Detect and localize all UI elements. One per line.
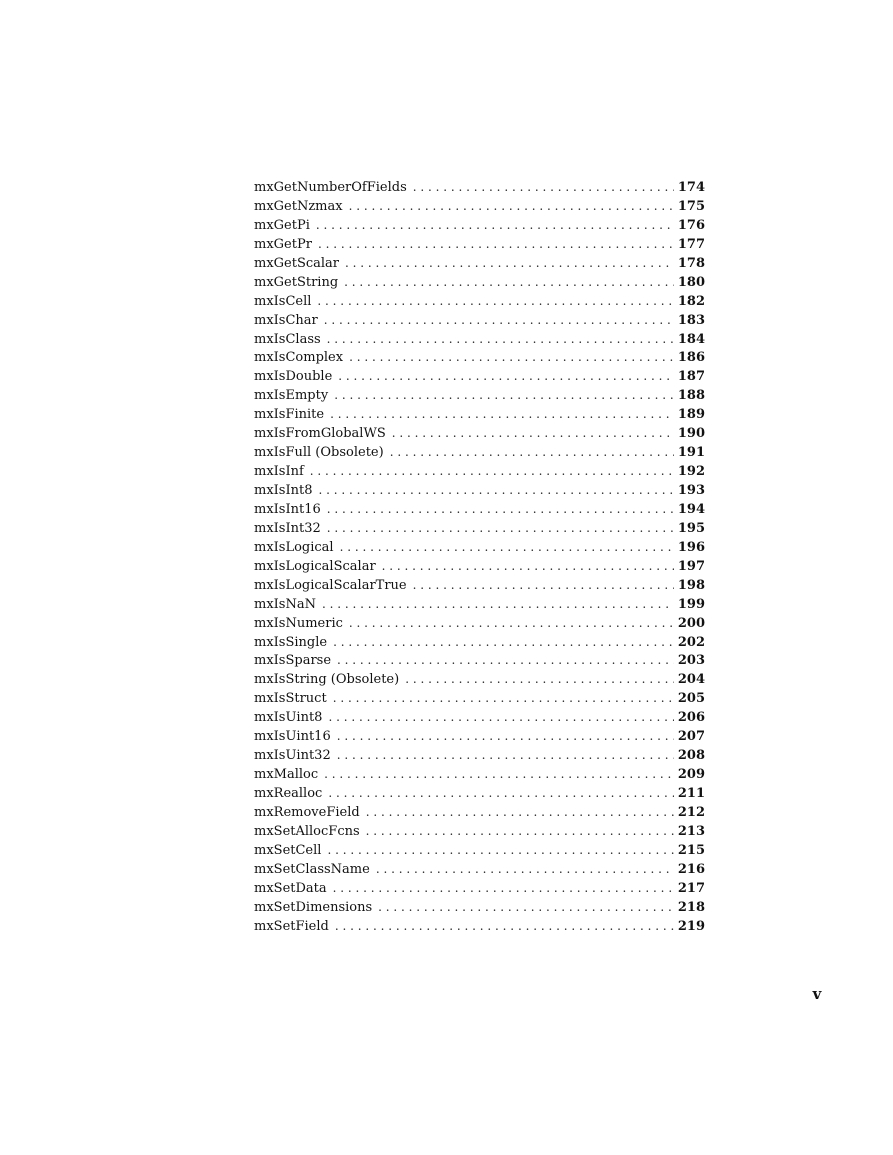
dot-leader <box>316 216 674 235</box>
toc-entry-title: mxIsUint32 <box>254 748 331 764</box>
dot-leader <box>349 197 674 216</box>
dot-leader <box>413 576 674 595</box>
toc-entry-title: mxGetString <box>254 274 339 290</box>
toc-entry[interactable] <box>254 557 705 576</box>
dot-leader <box>327 330 674 349</box>
toc-entry[interactable] <box>254 462 705 481</box>
toc-entry[interactable] <box>254 500 705 519</box>
toc-entry-page: 217 <box>677 880 705 896</box>
toc-entry-title: mxGetNumberOfFields <box>254 180 407 195</box>
toc-entry[interactable] <box>254 651 705 670</box>
toc-entry[interactable] <box>254 538 705 557</box>
dot-leader <box>390 443 674 462</box>
toc-entry-page: 177 <box>677 236 705 252</box>
toc-entry-page: 193 <box>677 483 705 498</box>
toc-entry[interactable] <box>254 443 705 462</box>
toc-entry[interactable] <box>254 273 705 292</box>
page-number: v <box>812 985 822 1003</box>
toc-entry-page: 203 <box>677 653 705 669</box>
dot-leader <box>318 235 674 254</box>
toc-entry-page: 199 <box>677 596 705 612</box>
toc-entry[interactable] <box>254 727 705 746</box>
dot-leader <box>328 784 674 803</box>
toc-entry[interactable] <box>254 689 705 708</box>
toc-entry[interactable] <box>254 254 705 273</box>
toc-entry-page: 207 <box>677 729 705 745</box>
toc-entry-title: mxIsSparse <box>254 653 332 669</box>
dot-leader <box>333 689 674 708</box>
toc-entry-title: mxSetClassName <box>254 861 370 877</box>
toc-entry-title: mxIsEmpty <box>254 388 329 404</box>
toc-entry-page: 183 <box>677 312 705 328</box>
dot-leader <box>338 367 674 386</box>
toc-entry-title: mxIsCell <box>254 293 312 309</box>
toc-entry-title: mxIsInf <box>254 464 304 480</box>
dot-leader <box>337 727 674 746</box>
toc-entry-title: mxIsUint16 <box>254 729 331 745</box>
dot-leader <box>318 481 673 500</box>
dot-leader <box>327 519 674 538</box>
toc-entry-page: 200 <box>677 615 705 631</box>
toc-entry[interactable] <box>254 614 705 633</box>
toc-entry-page: 205 <box>677 691 705 707</box>
toc-entry-title: mxIsInt8 <box>254 483 313 498</box>
toc-entry-title: mxIsNaN <box>254 596 316 612</box>
dot-leader <box>333 879 674 898</box>
dot-leader <box>405 670 674 689</box>
toc-entry-title: mxSetDimensions <box>254 899 373 915</box>
toc-entry[interactable] <box>254 633 705 652</box>
toc-entry-title: mxIsClass <box>254 331 321 347</box>
toc-entry-page: 182 <box>677 293 705 309</box>
toc-entry-page: 215 <box>677 842 705 858</box>
dot-leader <box>317 292 673 311</box>
toc-entry[interactable] <box>254 879 705 898</box>
dot-leader <box>335 917 674 936</box>
dot-leader <box>349 614 674 633</box>
toc-entry-page: 202 <box>677 634 705 650</box>
toc-entry-page: 180 <box>677 274 705 290</box>
toc-entry-title: mxIsComplex <box>254 350 344 366</box>
toc-entry[interactable] <box>254 405 705 424</box>
toc-entry-title: mxRealloc <box>254 786 323 801</box>
toc-entry-page: 176 <box>677 217 705 233</box>
toc-entry-title: mxIsInt32 <box>254 520 321 536</box>
toc-entry[interactable] <box>254 822 705 841</box>
dot-leader <box>366 803 674 822</box>
toc-entry-title: mxIsNumeric <box>254 615 343 631</box>
toc-entry[interactable] <box>254 746 705 765</box>
dot-leader <box>349 348 674 367</box>
dot-leader <box>378 898 674 917</box>
toc-entry-page: 194 <box>677 501 705 517</box>
toc-entry-title: mxIsLogicalScalar <box>254 558 376 574</box>
toc-entry-page: 208 <box>677 748 705 764</box>
toc-entry-title: mxMalloc <box>254 767 319 783</box>
dot-leader <box>333 633 674 652</box>
dot-leader <box>337 651 674 670</box>
toc-entry[interactable] <box>254 178 705 197</box>
toc-entry[interactable] <box>254 348 705 367</box>
toc-entry[interactable] <box>254 784 705 803</box>
toc-entry[interactable] <box>254 519 705 538</box>
dot-leader <box>382 557 674 576</box>
toc-entry-page: 218 <box>677 899 705 915</box>
toc-entry-page: 175 <box>677 198 705 214</box>
toc-entry[interactable] <box>254 765 705 784</box>
toc-entry-page: 186 <box>677 350 705 366</box>
toc-entry[interactable] <box>254 670 705 689</box>
toc-entry-title: mxGetScalar <box>254 255 340 271</box>
toc-entry-title: mxIsUint8 <box>254 710 323 726</box>
dot-leader <box>413 178 674 197</box>
toc-entry[interactable] <box>254 481 705 500</box>
dot-leader <box>310 462 674 481</box>
toc-entry[interactable] <box>254 367 705 386</box>
dot-leader <box>327 500 674 519</box>
toc-entry-page: 187 <box>677 369 705 385</box>
toc-entry-title: mxIsInt16 <box>254 501 321 517</box>
toc-entry-page: 212 <box>677 804 705 820</box>
dot-leader <box>376 860 674 879</box>
toc-entry[interactable] <box>254 216 705 235</box>
toc-entry-title: mxSetAllocFcns <box>254 823 360 839</box>
toc-entry[interactable] <box>254 860 705 879</box>
toc-entry[interactable] <box>254 311 705 330</box>
dot-leader <box>327 841 673 860</box>
toc-entry-title: mxIsChar <box>254 312 318 328</box>
toc-entry-title: mxIsString (Obsolete) <box>254 672 400 688</box>
toc-entry[interactable] <box>254 197 705 216</box>
table-of-contents <box>254 178 705 936</box>
dot-leader <box>340 538 674 557</box>
dot-leader <box>392 424 674 443</box>
toc-entry[interactable] <box>254 841 705 860</box>
toc-entry-title: mxSetData <box>254 880 327 896</box>
toc-entry[interactable] <box>254 595 705 614</box>
dot-leader <box>328 708 673 727</box>
dot-leader <box>337 746 674 765</box>
toc-entry[interactable] <box>254 917 705 936</box>
toc-entry-page: 191 <box>677 445 705 461</box>
dot-leader <box>345 254 674 273</box>
toc-entry-page: 196 <box>677 539 705 555</box>
toc-entry-title: mxIsStruct <box>254 691 327 707</box>
toc-entry-page: 197 <box>677 558 705 574</box>
toc-entry-page: 209 <box>677 767 705 783</box>
toc-entry-page: 206 <box>677 710 705 726</box>
dot-leader <box>334 386 674 405</box>
toc-entry-page: 188 <box>677 388 705 404</box>
dot-leader <box>330 405 674 424</box>
toc-entry[interactable] <box>254 708 705 727</box>
toc-entry-title: mxIsFinite <box>254 407 325 423</box>
toc-entry-title: mxRemoveField <box>254 804 360 820</box>
toc-entry-title: mxIsSingle <box>254 634 328 650</box>
toc-entry-title: mxGetPr <box>254 236 312 252</box>
toc-entry-page: 178 <box>677 255 705 271</box>
toc-entry-page: 174 <box>677 180 705 195</box>
toc-entry-title: mxIsDouble <box>254 369 333 385</box>
toc-entry[interactable] <box>254 803 705 822</box>
dot-leader <box>322 595 674 614</box>
toc-entry[interactable] <box>254 576 705 595</box>
toc-entry-page: 184 <box>677 331 705 347</box>
toc-entry-title: mxIsFull (Obsolete) <box>254 445 384 461</box>
toc-entry[interactable] <box>254 386 705 405</box>
toc-entry[interactable] <box>254 898 705 917</box>
dot-leader <box>344 273 674 292</box>
toc-entry-title: mxGetNzmax <box>254 198 343 214</box>
toc-entry-page: 190 <box>677 426 705 442</box>
toc-entry-title: mxGetPi <box>254 217 310 233</box>
dot-leader <box>324 765 674 784</box>
toc-entry-page: 195 <box>677 520 705 536</box>
toc-entry-page: 213 <box>677 823 705 839</box>
toc-entry-page: 204 <box>677 672 705 688</box>
toc-entry[interactable] <box>254 330 705 349</box>
toc-entry-page: 198 <box>677 577 705 593</box>
toc-entry-title: mxIsLogical <box>254 539 334 555</box>
toc-entry-title: mxSetCell <box>254 842 322 858</box>
toc-entry[interactable] <box>254 235 705 254</box>
toc-entry-title: mxSetField <box>254 918 329 934</box>
toc-entry-page: 192 <box>677 464 705 480</box>
toc-entry-title: mxIsFromGlobalWS <box>254 426 386 442</box>
toc-entry-page: 211 <box>677 786 705 801</box>
dot-leader <box>366 822 674 841</box>
toc-entry[interactable] <box>254 424 705 443</box>
toc-entry-page: 189 <box>677 407 705 423</box>
toc-entry-title: mxIsLogicalScalarTrue <box>254 577 407 593</box>
toc-entry[interactable] <box>254 292 705 311</box>
toc-entry-page: 219 <box>677 918 705 934</box>
toc-entry-page: 216 <box>677 861 705 877</box>
dot-leader <box>324 311 674 330</box>
